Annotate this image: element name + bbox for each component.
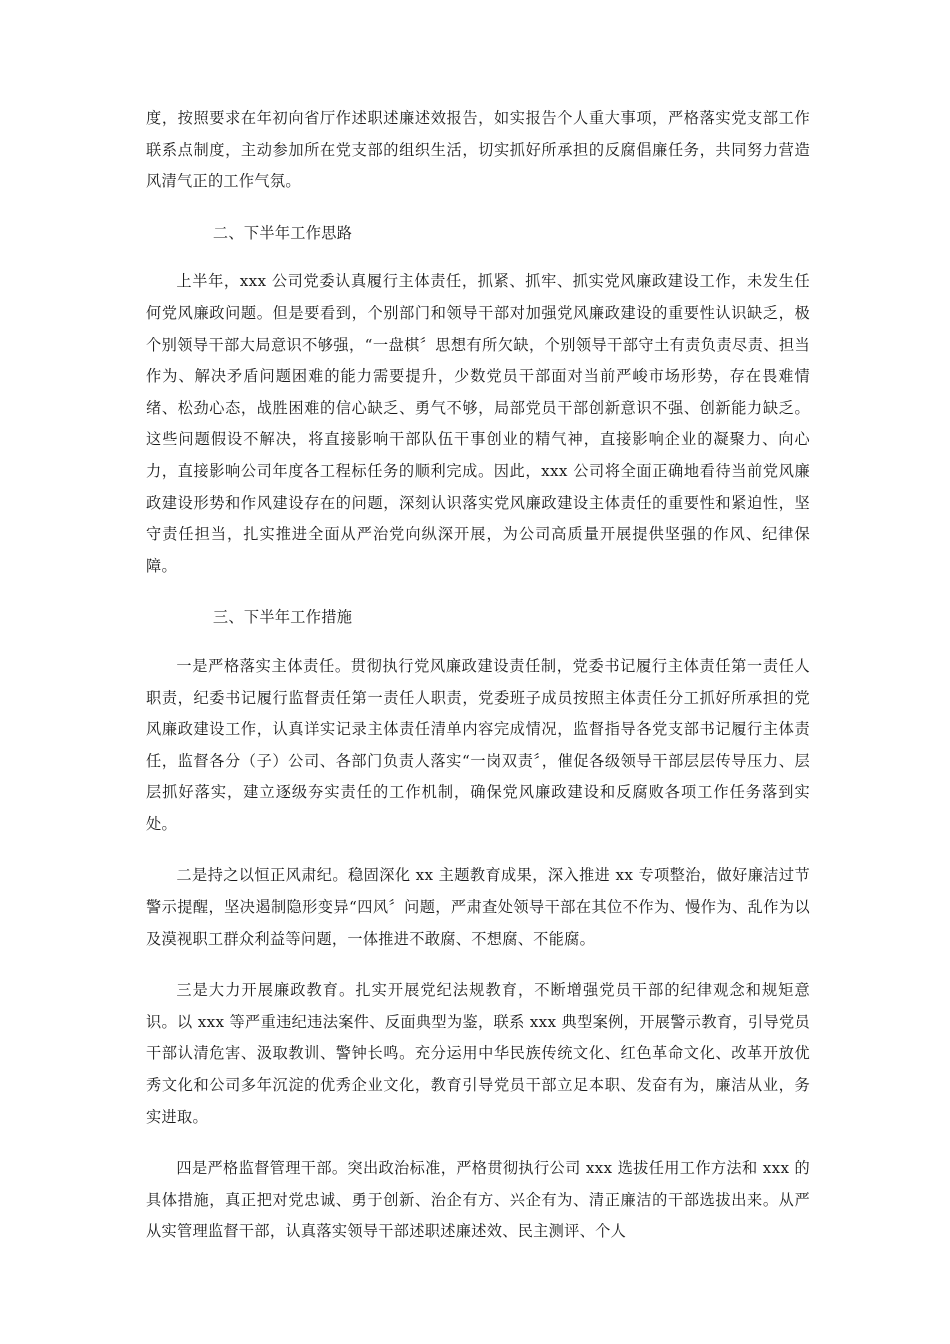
section-heading-3: 三、下半年工作措施: [212, 608, 353, 627]
paragraph-measure-4: 四是严格监督管理干部。突出政治标准，严格贯彻执行公司 xxx 选拔任用工作方法和 xxx 的具体措施，真正把对党忠诚、勇于创新、治企有方、兴企有为、清正廉洁的干部选拔出来。从严从实管理监督干部，认真落实领导干部述职述廉述效、民主测评、个人: [146, 1159, 810, 1241]
paragraph-measure-2: 二是持之以恒正风肃纪。稳固深化 xx 主题教育成果，深入推进 xx 专项整治，做好廉洁过节警示提醒，坚决遏制隐形变异“四风〞问题，严肃查处领导干部在其位不作为、慢作为、乱作为以及漠视职工群众利益等问题，一体推进不敢腐、不想腐、不能腐。: [146, 866, 810, 948]
paragraph-measure-1: 一是严格落实主体责任。贯彻执行党风廉政建设责任制，党委书记履行主体责任第一责任人职责，纪委书记履行监督责任第一责任人职责，党委班子成员按照主体责任分工抓好所承担的党风廉政建设工作，认真详实记录主体责任清单内容完成情况，监督指导各党支部书记履行主体责任，监督各分（子）公司、各部门负责人落实“一岗双责〞，催促各级领导干部层层传导压力、层层抓好落实，建立逐级夯实责任的工作机制，确保党风廉政建设和反腐败各项工作任务落到实处。: [146, 656, 810, 833]
paragraph-continuation: 度，按照要求在年初向省厅作述职述廉述效报告，如实报告个人重大事项，严格落实党支部工作联系点制度，主动参加所在党支部的组织生活，切实抓好所承担的反腐倡廉任务，共同努力营造风清气正的工作气氛。: [146, 109, 810, 191]
paragraph-measure-3: 三是大力开展廉政教育。扎实开展党纪法规教育，不断增强党员干部的纪律观念和规矩意识。以 xxx 等严重违纪违法案件、反面典型为鉴，联系 xxx 典型案例，开展警示教育，引导党员干部认清危害、汲取教训、警钟长鸣。充分运用中华民族传统文化、红色革命文化、改革开放优秀文化和公司多年沉淀的优秀企业文化，教育引导党员干部立足本职、发奋有为，廉洁从业，务实进取。: [146, 981, 810, 1126]
paragraph-work-ideas: 上半年，xxx 公司党委认真履行主体责任，抓紧、抓牢、抓实党风廉政建设工作，未发生任何党风廉政问题。但是要看到，个别部门和领导干部对加强党风廉政建设的重要性认识缺乏，极个别领导干部大局意识不够强，“一盘棋〞思想有所欠缺，个别领导干部守土有责负责尽责、担当作为、解决矛盾问题困难的能力需要提升，少数党员干部面对当前严峻市场形势，存在畏难情绪、松劲心态，战胜困难的信心缺乏、勇气不够，局部党员干部创新意识不强、创新能力缺乏。这些问题假设不解决，将直接影响干部队伍干事创业的精气神，直接影响企业的凝聚力、向心力，直接影响公司年度各工程标任务的顺利完成。因此，xxx 公司将全面正确地看待当前党风廉政建设形势和作风建设存在的问题，深刻认识落实党风廉政建设主体责任的重要性和紧迫性，坚守责任担当，扎实推进全面从严治党向纵深开展，为公司高质量开展提供坚强的作风、纪律保障。: [146, 272, 810, 575]
document-page: [146, 103, 810, 1248]
section-heading-2: 二、下半年工作思路: [212, 223, 353, 242]
